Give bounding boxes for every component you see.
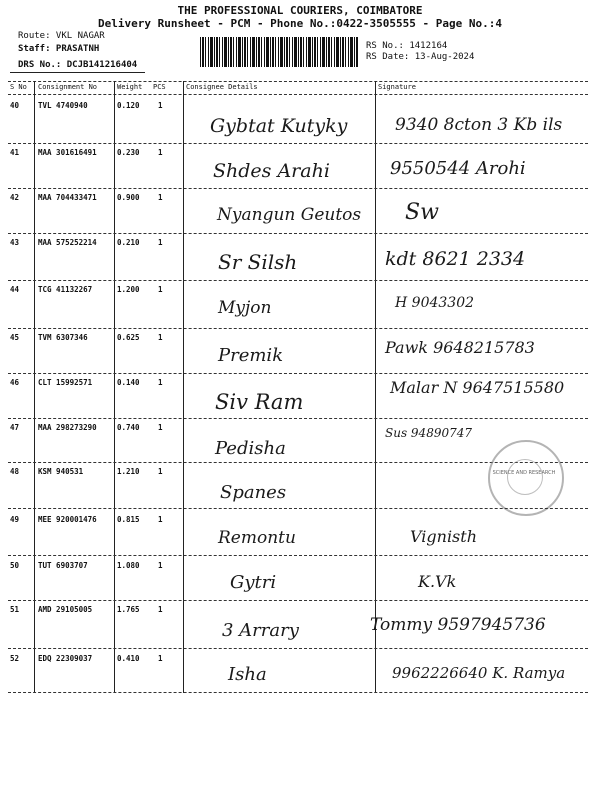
- cell-pcs: 1: [158, 148, 163, 157]
- col-header-consignee: Consignee Details: [186, 83, 258, 91]
- cell-pcs: 1: [158, 333, 163, 342]
- col-divider: [183, 81, 184, 693]
- cell-consignment: TVM 6307346: [38, 333, 88, 342]
- cell-consignment: TVL 4740940: [38, 101, 88, 110]
- consignee-handwriting: Shdes Arahi: [213, 160, 330, 182]
- col-header-consignment: Consignment No: [38, 83, 98, 91]
- cell-pcs: 1: [158, 467, 163, 476]
- col-divider: [34, 81, 35, 693]
- consignee-handwriting: Spanes: [220, 482, 287, 503]
- signature-handwriting: Sw: [405, 200, 439, 225]
- col-header-sno: S No: [10, 83, 27, 91]
- cell-pcs: 1: [158, 238, 163, 247]
- header-bottom-rule: [8, 94, 588, 95]
- cell-sno: 52: [10, 654, 20, 663]
- row-rule: [8, 280, 588, 281]
- cell-consignment: KSM 940531: [38, 467, 84, 476]
- consignee-handwriting: Sr Silsh: [218, 250, 298, 274]
- staff-label: Staff: PRASATNH: [18, 44, 100, 54]
- col-divider: [375, 81, 376, 693]
- rs-date: RS Date: 13-Aug-2024: [366, 52, 475, 62]
- cell-weight: 1.080: [117, 561, 140, 570]
- cell-consignment: CLT 15992571: [38, 378, 93, 387]
- cell-pcs: 1: [158, 515, 163, 524]
- cell-pcs: 1: [158, 423, 163, 432]
- row-rule: [8, 328, 588, 329]
- cell-sno: 43: [10, 238, 20, 247]
- signature-handwriting: Tommy 9597945736: [370, 615, 546, 635]
- table-top-rule: [8, 81, 588, 82]
- cell-consignment: MAA 301616491: [38, 148, 97, 157]
- drs-number: DRS No.: DCJB141216404: [18, 60, 138, 70]
- cell-pcs: 1: [158, 285, 163, 294]
- cell-weight: 0.625: [117, 333, 140, 342]
- cell-sno: 51: [10, 605, 20, 614]
- cell-sno: 48: [10, 467, 20, 476]
- cell-pcs: 1: [158, 561, 163, 570]
- cell-sno: 46: [10, 378, 20, 387]
- route-label: Route: VKL NAGAR: [18, 31, 105, 41]
- cell-pcs: 1: [158, 654, 163, 663]
- signature-handwriting: Pawk 9648215783: [385, 338, 535, 357]
- signature-handwriting: K.Vk: [418, 572, 457, 591]
- cell-consignment: TUT 6903707: [38, 561, 88, 570]
- row-rule: [8, 692, 588, 693]
- cell-consignment: MAA 298273290: [38, 423, 97, 432]
- consignee-handwriting: 3 Arrary: [222, 620, 299, 641]
- cell-weight: 0.120: [117, 101, 140, 110]
- row-rule: [8, 555, 588, 556]
- rs-number: RS No.: 1412164: [366, 41, 448, 51]
- cell-pcs: 1: [158, 605, 163, 614]
- cell-weight: 0.140: [117, 378, 140, 387]
- cell-sno: 44: [10, 285, 20, 294]
- consignee-handwriting: Siv Ram: [215, 390, 304, 414]
- consignee-handwriting: Isha: [228, 664, 267, 685]
- cell-sno: 45: [10, 333, 20, 342]
- cell-weight: 1.200: [117, 285, 140, 294]
- stamp-text: SCIENCE AND RESEARCH: [492, 470, 556, 476]
- consignee-handwriting: Remontu: [218, 528, 296, 548]
- cell-sno: 41: [10, 148, 20, 157]
- row-rule: [8, 508, 588, 509]
- cell-weight: 1.210: [117, 467, 140, 476]
- cell-pcs: 1: [158, 378, 163, 387]
- company-title: THE PROFESSIONAL COURIERS, COIMBATORE: [177, 4, 423, 17]
- signature-handwriting: Sus 94890747: [385, 426, 472, 440]
- cell-weight: 0.815: [117, 515, 140, 524]
- row-rule: [8, 648, 588, 649]
- signature-handwriting: kdt 8621 2334: [385, 248, 526, 270]
- cell-sno: 49: [10, 515, 20, 524]
- signature-handwriting: 9340 8cton 3 Kb ils: [395, 115, 563, 135]
- signature-handwriting: 9962226640 K. Ramya: [392, 664, 566, 682]
- cell-consignment: EDQ 22309037: [38, 654, 93, 663]
- row-rule: [8, 188, 588, 189]
- cell-sno: 40: [10, 101, 20, 110]
- header-underline: [10, 72, 145, 73]
- cell-consignment: AMD 29105005: [38, 605, 93, 614]
- cell-weight: 0.900: [117, 193, 140, 202]
- cell-pcs: 1: [158, 101, 163, 110]
- barcode: [200, 37, 358, 67]
- cell-sno: 50: [10, 561, 20, 570]
- cell-weight: 0.230: [117, 148, 140, 157]
- row-rule: [8, 600, 588, 601]
- consignee-handwriting: Gybtat Kutyky: [210, 115, 348, 137]
- row-rule: [8, 418, 588, 419]
- cell-consignment: TCG 41132267: [38, 285, 93, 294]
- consignee-handwriting: Myjon: [218, 298, 272, 318]
- consignee-handwriting: Nyangun Geutos: [217, 205, 362, 225]
- cell-weight: 1.765: [117, 605, 140, 614]
- cell-consignment: MAA 575252214: [38, 238, 97, 247]
- runsheet-title: Delivery Runsheet - PCM - Phone No.:0422-3505555 - Page No.:4: [98, 17, 502, 30]
- signature-handwriting: H 9043302: [395, 295, 475, 311]
- col-divider: [114, 81, 115, 693]
- cell-weight: 0.410: [117, 654, 140, 663]
- cell-pcs: 1: [158, 193, 163, 202]
- signature-handwriting: 9550544 Arohi: [390, 158, 526, 179]
- cell-consignment: MEE 920001476: [38, 515, 97, 524]
- col-header-pcs: PCS: [153, 83, 166, 91]
- stamp-inner-ring: [507, 459, 543, 495]
- col-header-weight: Weight: [117, 83, 143, 91]
- row-rule: [8, 233, 588, 234]
- cell-weight: 0.740: [117, 423, 140, 432]
- cell-consignment: MAA 704433471: [38, 193, 97, 202]
- signature-handwriting: Malar N 9647515580: [390, 378, 565, 397]
- row-rule: [8, 143, 588, 144]
- row-rule: [8, 373, 588, 374]
- col-header-signature: Signature: [378, 83, 416, 91]
- cell-weight: 0.210: [117, 238, 140, 247]
- signature-handwriting: Vignisth: [410, 527, 477, 546]
- consignee-handwriting: Gytri: [230, 572, 277, 593]
- cell-sno: 47: [10, 423, 20, 432]
- cell-sno: 42: [10, 193, 20, 202]
- consignee-handwriting: Premik: [218, 345, 284, 366]
- consignee-handwriting: Pedisha: [215, 438, 286, 459]
